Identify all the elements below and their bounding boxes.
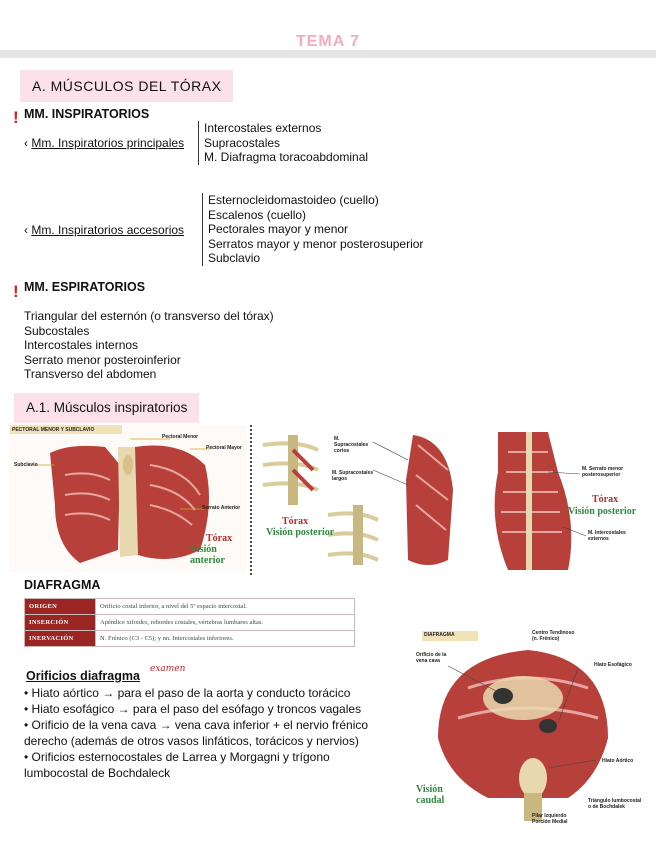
list-item: Supracostales <box>204 135 281 150</box>
espiratorios-list <box>24 309 274 382</box>
list-item: Serratos mayor y menor posterosuperior <box>208 236 424 251</box>
title-divider <box>0 50 656 58</box>
label: Orificio de la vena cava <box>416 652 447 664</box>
table-key: INERVACIÓN <box>25 631 96 647</box>
table-row <box>25 615 355 631</box>
serrato-illustration <box>468 432 646 570</box>
list-item: Subcostales <box>24 323 90 338</box>
caption: Tórax <box>206 533 233 544</box>
list-item: Transverso del abdomen <box>24 367 157 381</box>
caption: Visión posterior <box>568 506 637 517</box>
figure-diafragma <box>408 628 646 834</box>
figure-header: DIAFRAGMA <box>424 632 455 638</box>
list-item: • Hiato aórtico → para el paso de la aorta y conducto torácico <box>24 686 351 700</box>
section-a-heading: A. MÚSCULOS DEL TÓRAX <box>20 70 233 102</box>
label: Serrato Anterior <box>202 505 241 511</box>
list-item: Escalenos (cuello) <box>208 207 307 222</box>
label: Triángulo lumbocostal o de Bochdalek <box>588 798 642 810</box>
bullet-icon: ‹ <box>24 223 32 237</box>
figure-supracostales <box>258 430 464 570</box>
principales-row <box>24 136 184 151</box>
table-row <box>25 631 355 647</box>
exclamation-icon: ! <box>13 282 19 301</box>
principales-list <box>198 121 368 165</box>
section-a1-heading: A.1. Músculos inspiratorios <box>14 393 199 423</box>
label: M. Intercostales externos <box>588 530 626 542</box>
list-item: • Orificio de la vena cava → vena cava inferior + el nervio frénico derecho (además de otros vasos linfáticos, torácicos y nervios) <box>24 718 369 748</box>
accesorios-row <box>24 223 184 238</box>
orificios-heading-text: Orificios diafragma <box>26 669 140 683</box>
table-value: Apéndice xifoides, rebordes costales, vértebras lumbares altas. <box>96 615 355 631</box>
accesorios-label: Mm. Inspiratorios accesorios <box>31 223 185 237</box>
espiratorios-heading: MM. ESPIRATORIOS <box>24 280 146 294</box>
divider <box>250 425 252 575</box>
list-item: • Orificios esternocostales de Larrea y Morgagni y trígono lumbocostal de Bochdaleck <box>24 750 330 780</box>
label: Subclavio <box>14 462 38 468</box>
label: Hiato Esofágico <box>594 662 632 668</box>
table-value: N. Frénico (C3 - C5); y nn. Intercostales inferiores. <box>96 631 355 647</box>
principales-label: Mm. Inspiratorios principales <box>31 136 185 150</box>
caption: Visión anterior <box>190 544 225 566</box>
caption: caudal <box>416 795 445 806</box>
list-item: Intercostales internos <box>24 338 139 352</box>
label: M. Supracostales largos <box>332 470 374 482</box>
accesorios-list <box>202 193 423 266</box>
caption: Visión <box>416 784 443 795</box>
inspiratorios-heading: MM. INSPIRATORIOS <box>24 107 150 121</box>
list-item: Esternocleidomastoideo (cuello) <box>208 193 379 207</box>
orificios-list <box>24 685 396 781</box>
figure-header: PECTORAL MENOR Y SUBCLAVIO <box>12 427 95 433</box>
label: Pectoral Menor <box>162 434 199 440</box>
label: Pectoral Mayor <box>206 445 242 451</box>
label: Centro Tendinoso (n. Frénico) <box>532 630 575 642</box>
figure-anterior-thorax <box>10 425 246 572</box>
table-key: ORIGEN <box>25 599 96 615</box>
table-row <box>25 599 355 615</box>
list-item: • Hiato esofágico → para el paso del esófago y troncos vagales <box>24 702 362 716</box>
list-item: Triangular del esternón (o transverso del tórax) <box>24 309 274 323</box>
exam-note: examen <box>150 664 186 674</box>
caption: Tórax <box>592 494 619 505</box>
list-item: M. Diafragma toracoabdominal <box>204 150 369 164</box>
caption: Visión posterior <box>266 527 335 538</box>
exclamation-icon: ! <box>13 108 19 127</box>
diafragma-heading: DIAFRAGMA <box>24 578 101 592</box>
bullet-icon: ‹ <box>24 136 32 150</box>
orificios-heading <box>26 669 140 683</box>
label: Pilar Izquierdo Porción Medial <box>532 813 568 825</box>
table-key: INSERCIÓN <box>25 615 96 631</box>
list-item: Serrato menor posteroinferior <box>24 352 181 367</box>
table-value: Orificio costal inferior, a nivel del 5º espacio intercostal. <box>96 599 355 615</box>
figure-serrato <box>468 432 646 570</box>
label: Hiato Aórtico <box>602 758 634 764</box>
list-item: Pectorales mayor y menor <box>208 222 349 236</box>
label: M. Supracostales cortos <box>334 436 369 454</box>
diafragma-table <box>24 598 355 647</box>
list-item: Intercostales externos <box>204 121 322 135</box>
list-item: Subclavio <box>208 251 261 265</box>
page-title: TEMA 7 <box>295 33 361 50</box>
label: M. Serrato menor posterosuperior <box>582 466 624 478</box>
caption: Tórax <box>282 516 309 527</box>
